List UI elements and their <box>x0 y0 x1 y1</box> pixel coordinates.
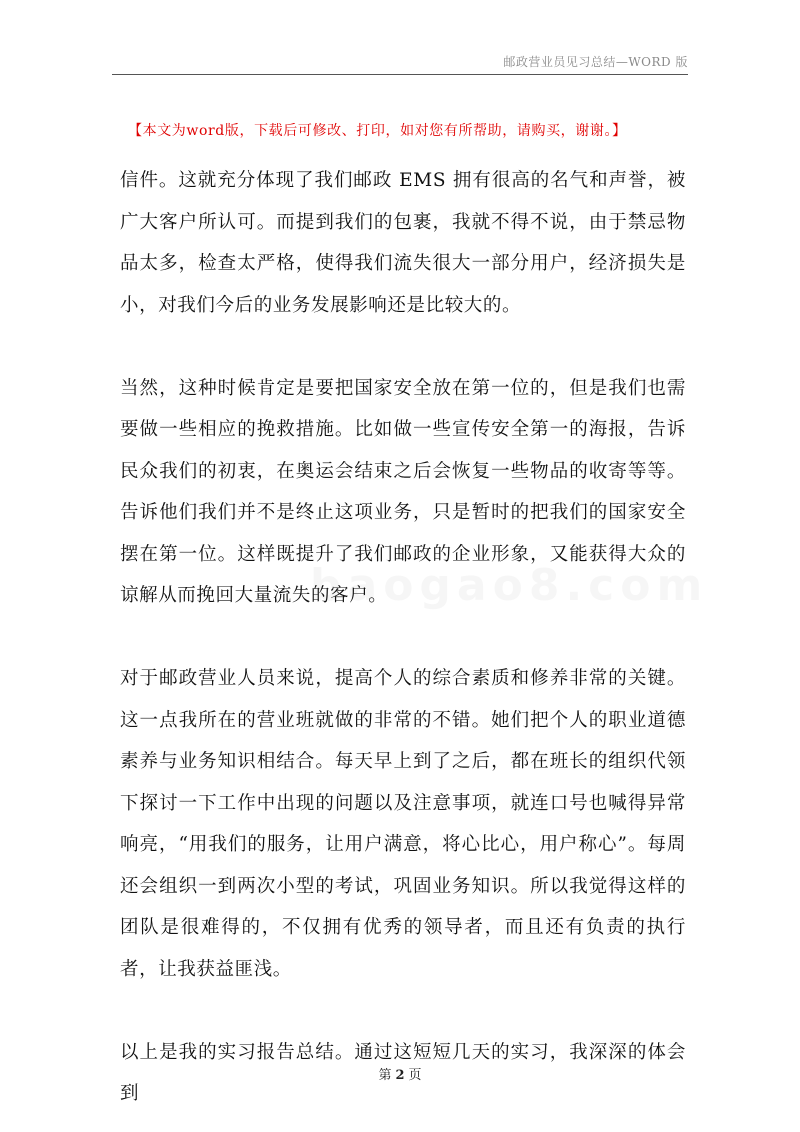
paragraph-2: 当然，这种时候肯定是要把国家安全放在第一位的，但是我们也需要做一些相应的挽救措施。比如做一些宣传安全第一的海报，告诉民众我们的初衷，在奥运会结束之后会恢复一些物品的收寄等等。告诉他们我们并不是终止这项业务，只是暂时的把我们的国家安全摆在第一位。这样既提升了我们邮政的企业形象，又能获得大众的谅解从而挽回大量流失的客户。 <box>120 377 686 606</box>
paragraph-spacer <box>120 617 686 659</box>
paragraph-4: 以上是我的实习报告总结。通过这短短几天的实习，我深深的体会到 <box>120 1041 686 1104</box>
paragraph-3: 对于邮政营业人员来说，提高个人的综合素质和修养非常的关键。这一点我所在的营业班就做的非常的不错。她们把个人的职业道德素养与业务知识相结合。每天早上到了之后，都在班长的组织代领下探讨一下工作中出现的问题以及注意事项，就连口号也喊得异常响亮，“用我们的服务，让用户满意，将心比心，用户称心”。每周还会组织一到两次小型的考试，巩固业务知识。所以我觉得这样的团队是很难得的，不仅拥有优秀的领导者，而且还有负责的执行者，让我获益匪浅。 <box>120 668 686 980</box>
page-prefix: 第 <box>378 1068 392 1083</box>
purchase-notice: 【本文为word版，下载后可修改、打印，如对您有所帮助，请购买，谢谢。】 <box>128 123 627 139</box>
header-divider <box>112 74 688 75</box>
paragraph-spacer <box>120 990 686 1032</box>
page-header-title: 邮政营业员见习总结—WORD 版 <box>503 55 688 69</box>
paragraph-1: 信件。这就充分体现了我们邮政 EMS 拥有很高的名气和声誉，被广大客户所认可。而提到我们的包裹，我就不得不说，由于禁忌物品太多，检查太严格，使得我们流失很大一部分用户，经济损失是小，对我们今后的业务发展影响还是比较大的。 <box>120 170 686 316</box>
page-suffix: 页 <box>408 1068 422 1083</box>
paragraph-spacer <box>120 326 686 368</box>
page-footer <box>0 1064 800 1083</box>
page-number: 2 <box>395 1068 405 1083</box>
document-body <box>120 160 686 1115</box>
